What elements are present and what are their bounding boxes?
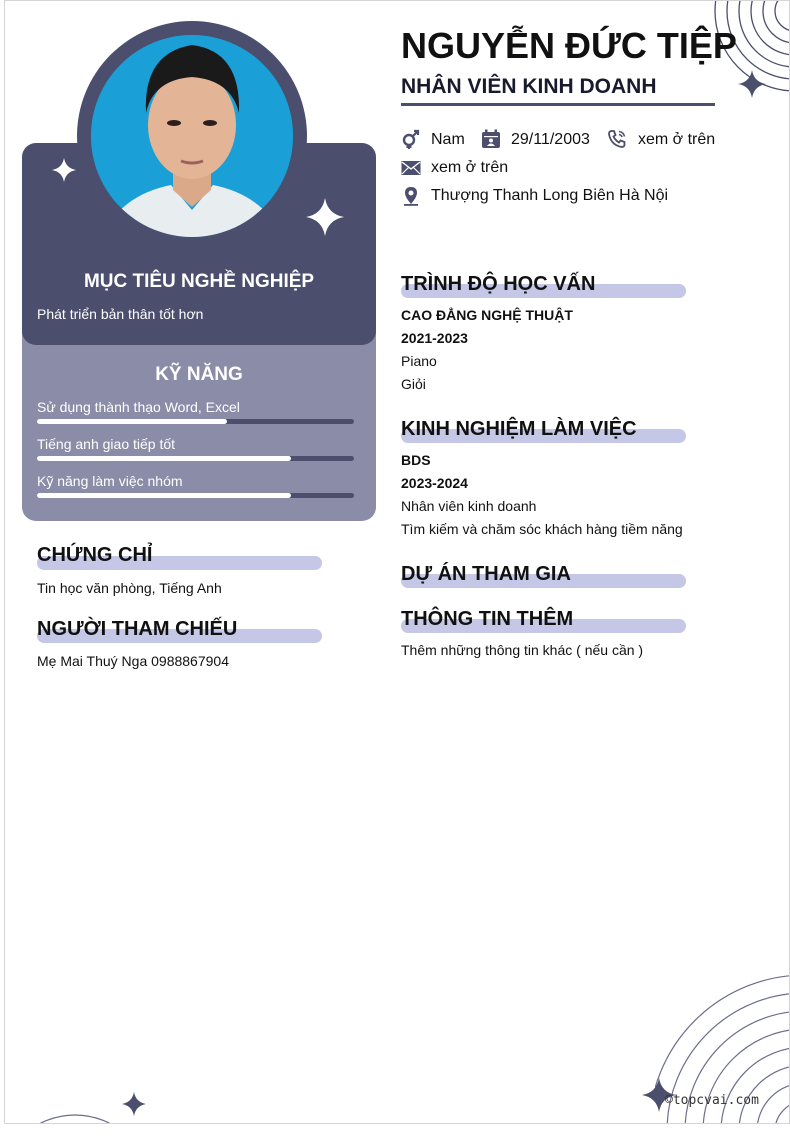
location-icon (401, 186, 421, 206)
references-title: NGƯỜI THAM CHIẾU (37, 618, 238, 640)
certificates-title: CHỨNG CHỈ (37, 544, 153, 566)
skill-bar (37, 419, 354, 424)
sparkle-icon (121, 1091, 147, 1117)
education-school: CAO ĐẲNG NGHỆ THUẬT (401, 307, 573, 323)
calendar-icon (481, 129, 501, 149)
avatar (91, 35, 293, 237)
sparkle-icon (51, 157, 77, 183)
email-icon (401, 158, 421, 178)
education-major: Piano (401, 353, 437, 369)
skill-bar-fill (37, 419, 227, 424)
additional-info-text: Thêm những thông tin khác ( nếu cần ) (401, 642, 644, 658)
experience-period: 2023-2024 (401, 475, 468, 491)
skill-bar (37, 493, 354, 498)
gender-text: Nam (431, 131, 465, 148)
objective-title: MỤC TIÊU NGHỀ NGHIỆP (83, 271, 315, 292)
address-text: Thượng Thanh Long Biên Hà Nội (431, 187, 669, 204)
objective-text: Phát triển bản thân tốt hơn (37, 306, 204, 322)
skill-label: Sử dụng thành thạo Word, Excel (37, 399, 240, 415)
education-period: 2021-2023 (401, 330, 468, 346)
job-title: NHÂN VIÊN KINH DOANH (401, 75, 657, 98)
phone-icon (607, 129, 627, 149)
skill-bar (37, 456, 354, 461)
email-text: xem ở trên (431, 159, 509, 176)
phone-text: xem ở trên (638, 131, 716, 148)
skill-bar-fill (37, 493, 291, 498)
experience-position: Nhân viên kinh doanh (401, 498, 537, 514)
education-title: TRÌNH ĐỘ HỌC VẤN (401, 273, 596, 295)
experience-company: BDS (401, 452, 431, 468)
education-grade: Giỏi (401, 376, 426, 392)
birthday-text: 29/11/2003 (511, 131, 590, 148)
job-title-underline (401, 103, 715, 106)
skill-label: Kỹ năng làm việc nhóm (37, 473, 183, 489)
watermark: ©topcvai.com (665, 1093, 759, 1108)
candidate-name: NGUYỄN ĐỨC TIỆP (401, 25, 737, 66)
sparkle-icon (305, 197, 345, 237)
references-text: Mẹ Mai Thuý Nga 0988867904 (37, 653, 229, 669)
skill-label: Tiếng anh giao tiếp tốt (37, 436, 176, 452)
additional-info-title: THÔNG TIN THÊM (401, 608, 574, 630)
cv-page (4, 0, 790, 1124)
avatar-photo (91, 35, 293, 237)
certificates-text: Tin học văn phòng, Tiếng Anh (37, 580, 222, 596)
sparkle-icon (737, 69, 767, 99)
experience-description: Tìm kiếm và chăm sóc khách hàng tiềm năng (401, 521, 683, 537)
gender-icon (401, 129, 421, 149)
projects-title: DỰ ÁN THAM GIA (401, 563, 571, 585)
skill-bar-fill (37, 456, 291, 461)
skills-title: KỸ NĂNG (155, 364, 243, 385)
experience-title: KINH NGHIỆM LÀM VIỆC (401, 418, 637, 440)
